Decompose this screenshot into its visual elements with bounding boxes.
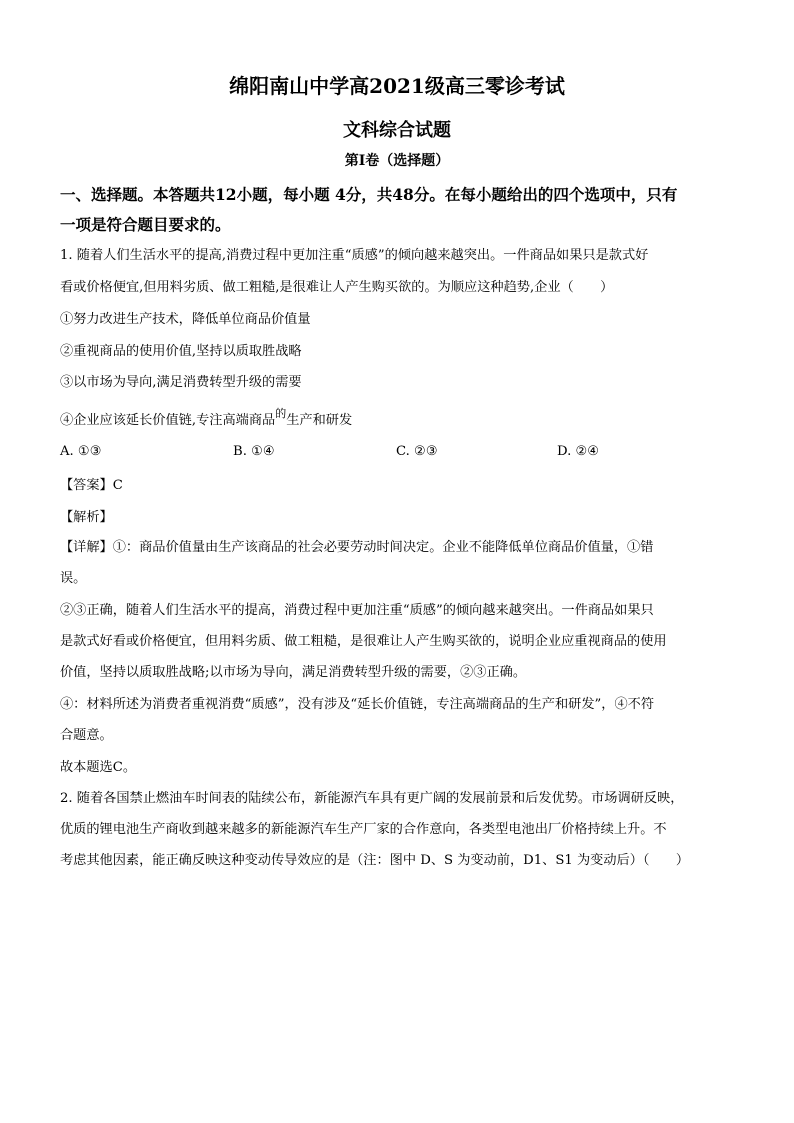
q2-stem-line-2: 优质的锂电池生产商收到越来越多的新能源汽车生产厂家的合作意向，各类型电池出厂价格持续上升。不: [60, 822, 667, 837]
q2-stem-line-3: 考虑其他因素，能正确反映这种变动传导效应的是（注：图中 D、S 为变动前，D1、S1 为变动后）（ ）: [60, 853, 690, 868]
q2-stem-line-1: 2. 随着各国禁止燃油车时间表的陆续公布，新能源汽车具有更广阔的发展前景和后发优势。市场调研反映，: [60, 791, 684, 806]
q1-detail-line-8: 故本题选C。: [60, 760, 137, 775]
q1-statement-4-text-a: ④企业应该延长价值链,专注高端商品: [60, 413, 276, 428]
q1-statement-4-sup: 的: [275, 407, 287, 420]
q1-stem-line-1: 1. 随着人们生活水平的提高,消费过程中更加注重“质感”的倾向越来越突出。一件商品如果只是款式好: [60, 248, 649, 263]
q1-statement-1: ①努力改进生产技术，降低单位商品价值量: [60, 312, 311, 327]
q1-detail-line-4: 是款式好看或价格便宜，但用料劣质、做工粗糙，是很难让人产生购买欲的，说明企业应重视商品的使用: [60, 634, 667, 649]
exam-title: 绵阳南山中学高2021级高三零诊考试: [229, 74, 565, 98]
q1-option-b: B. ①④: [233, 444, 275, 459]
q1-answer: 【答案】C: [60, 478, 123, 493]
exam-subtitle: 文科综合试题: [343, 120, 451, 141]
q1-option-c: C. ②③: [396, 444, 438, 459]
q1-option-d: D. ②④: [557, 444, 600, 459]
q1-option-a: A. ①③: [60, 444, 102, 459]
q1-detail-line-2: 误。: [60, 571, 87, 586]
q1-stem-line-2: 看或价格便宜,但用料劣质、做工粗糙,是很难让人产生购买欲的。为顺应这种趋势,企业（ ）: [60, 280, 614, 295]
instructions-line-2: 一项是符合题目要求的。: [60, 215, 231, 234]
instructions-line-1: 一、选择题。本答题共12小题，每小题 4分，共48分。在每小题给出的四个选项中，只有: [60, 185, 678, 204]
q1-statement-3: ③以市场为导向,满足消费转型升级的需要: [60, 375, 302, 390]
q1-detail-line-6: ④：材料所述为消费者重视消费“质感”，没有涉及“延长价值链，专注高端商品的生产和研发”，④不符: [60, 697, 655, 712]
q1-statement-2: ②重视商品的使用价值,坚持以质取胜战略: [60, 344, 302, 359]
q1-detail-line-1: 【详解】①：商品价值量由生产该商品的社会必要劳动时间决定。企业不能降低单位商品价值量，①错: [60, 540, 654, 555]
q1-detail-line-7: 合题意。: [60, 728, 113, 743]
q1-detail-line-5: 价值，坚持以质取胜战略;以市场为导向，满足消费转型升级的需要，②③正确。: [60, 665, 527, 680]
q1-detail-line-3: ②③正确，随着人们生活水平的提高，消费过程中更加注重“质感”的倾向越来越突出。一件商品如果只: [60, 603, 654, 618]
q1-statement-4-text-b: 生产和研发: [286, 413, 353, 428]
q1-analysis-label: 【解析】: [60, 510, 113, 525]
q1-statement-4: [60, 409, 352, 428]
volume-heading: 第Ⅰ卷（选择题）: [344, 153, 450, 169]
